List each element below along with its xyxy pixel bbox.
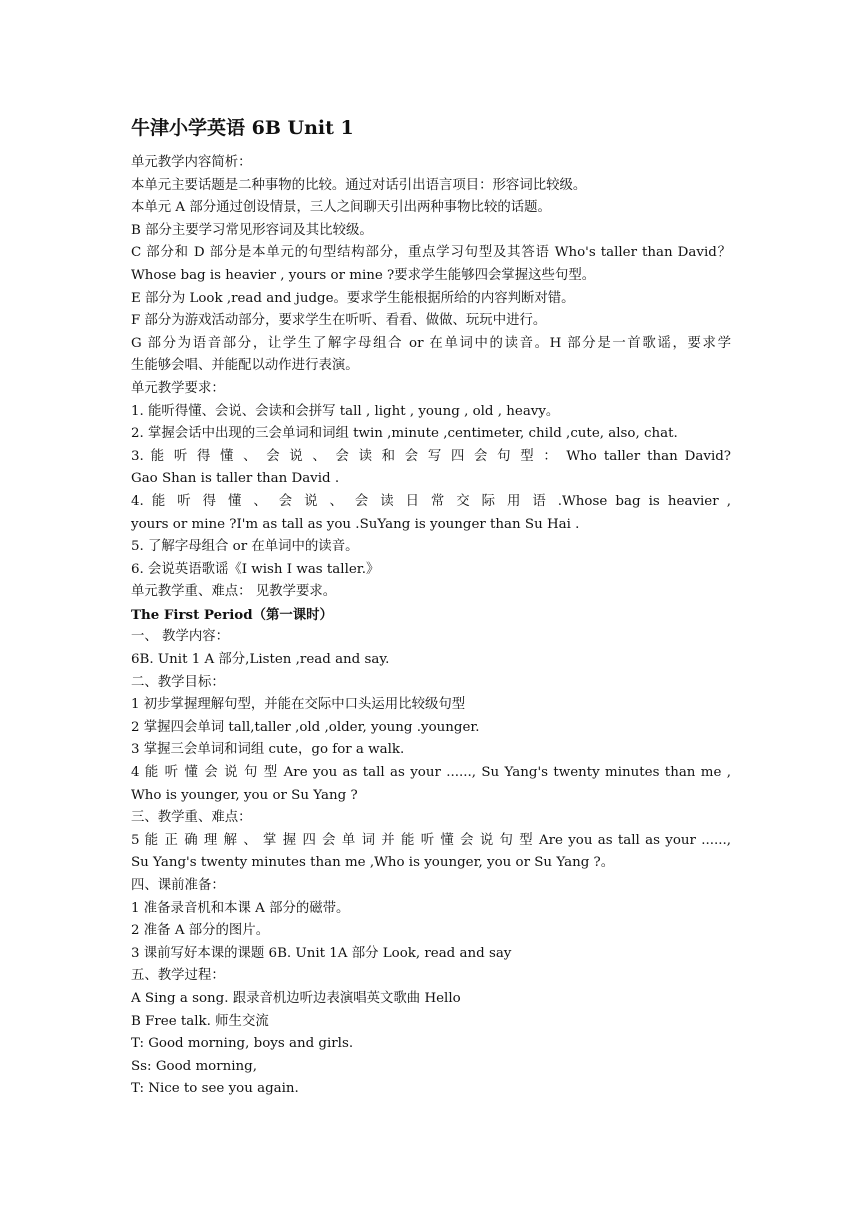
text-line: The First Period（第一课时） <box>131 606 333 623</box>
document-title: 牛津小学英语 6B Unit 1 <box>131 117 354 139</box>
text-line: C 部分和 D 部分是本单元的句型结构部分，重点学习句型及其答语 Who's taller than David？ <box>131 245 731 261</box>
text-line: 5 能 正 确 理 解 、 掌 握 四 会 单 词 并 能 听 懂 会 说 句 型 Are you as tall as your ......, <box>131 832 731 848</box>
text-line: G 部分为语音部分，让学生了解字母组合 or 在单词中的读音。H 部分是一首歌谣，要求学 <box>131 335 731 351</box>
text-line: Ss: Good morning, <box>131 1058 257 1074</box>
text-line: yours or mine ?I'm as tall as you .SuYang is younger than Su Hai . <box>131 516 580 532</box>
text-line: Su Yang's twenty minutes than me ,Who is younger, you or Su Yang ?。 <box>131 855 615 871</box>
text-line: 二、教学目标： <box>131 674 225 690</box>
text-line: A Sing a song. 跟录音机边听边表演唱英文歌曲 Hello <box>131 990 461 1006</box>
text-line: B 部分主要学习常见形容词及其比较级。 <box>131 222 373 238</box>
document-lines <box>131 152 731 1101</box>
text-line: 3 课前写好本课的课题 6B. Unit 1A 部分 Look, read and say <box>131 945 512 961</box>
text-line: 单元教学重、难点： 见教学要求。 <box>131 584 337 600</box>
text-line: B Free talk. 师生交流 <box>131 1013 269 1029</box>
text-line: 单元教学内容简析： <box>131 155 252 170</box>
text-line: 三、教学重、难点： <box>131 810 252 826</box>
text-line: Gao Shan is taller than David . <box>131 471 340 487</box>
text-line: 1 初步掌握理解句型，并能在交际中口头运用比较级句型 <box>131 697 466 713</box>
text-line: 5. 了解字母组合 or 在单词中的读音。 <box>131 539 359 555</box>
text-line: 单元教学要求： <box>131 380 225 396</box>
text-line: 3 掌握三会单词和词组 cute，go for a walk. <box>131 742 405 758</box>
text-line: F 部分为游戏活动部分，要求学生在听听、看看、做做、玩玩中进行。 <box>131 313 547 329</box>
text-line: 本单元 A 部分通过创设情景，三人之间聊天引出两种事物比较的话题。 <box>131 200 551 216</box>
document-body <box>131 114 731 1101</box>
text-line: 3. 能 听 得 懂 、 会 说 、 会 读 和 会 写 四 会 句 型 ： Who taller than David? <box>131 448 731 464</box>
text-line: 本单元主要话题是二种事物的比较。通过对话引出语言项目：形容词比较级。 <box>131 177 587 193</box>
text-line: 一、 教学内容： <box>131 629 229 645</box>
text-line: 2 准备 A 部分的图片。 <box>131 923 270 939</box>
text-line: 4. 能 听 得 懂 、 会 说 、 会 读 日 常 交 际 用 语 .Whose bag is heavier , <box>131 493 731 509</box>
text-line: 四、课前准备： <box>131 878 225 893</box>
text-line: 1. 能听得懂、会说、会读和会拼写 tall , light , young , old , heavy。 <box>131 403 560 419</box>
text-line: 1 准备录音机和本课 A 部分的磁带。 <box>131 900 350 916</box>
text-line: 6. 会说英语歌谣《I wish I was taller.》 <box>131 561 380 577</box>
text-line: 2. 掌握会话中出现的三会单词和词组 twin ,minute ,centimeter, child ,cute, also, chat. <box>131 426 678 442</box>
text-line: Who is younger, you or Su Yang ? <box>131 787 358 803</box>
text-line: T: Good morning, boys and girls. <box>131 1036 354 1052</box>
text-line: T: Nice to see you again. <box>131 1081 299 1097</box>
text-line: 生能够会唱、并能配以动作进行表演。 <box>131 358 359 374</box>
text-line: 4 能 听 懂 会 说 句 型 Are you as tall as your ......, Su Yang's twenty minutes than me , <box>131 765 731 781</box>
text-line: 6B. Unit 1 A 部分,Listen ,read and say. <box>131 652 390 668</box>
text-line: Whose bag is heavier , yours or mine ?要求学生能够四会掌握这些句型。 <box>131 267 596 283</box>
text-line: E 部分为 Look ,read and judge。要求学生能根据所给的内容判断对错。 <box>131 290 575 306</box>
text-line: 五、教学过程： <box>131 968 225 984</box>
text-line: 2 掌握四会单词 tall,taller ,old ,older, young .younger. <box>131 719 480 735</box>
